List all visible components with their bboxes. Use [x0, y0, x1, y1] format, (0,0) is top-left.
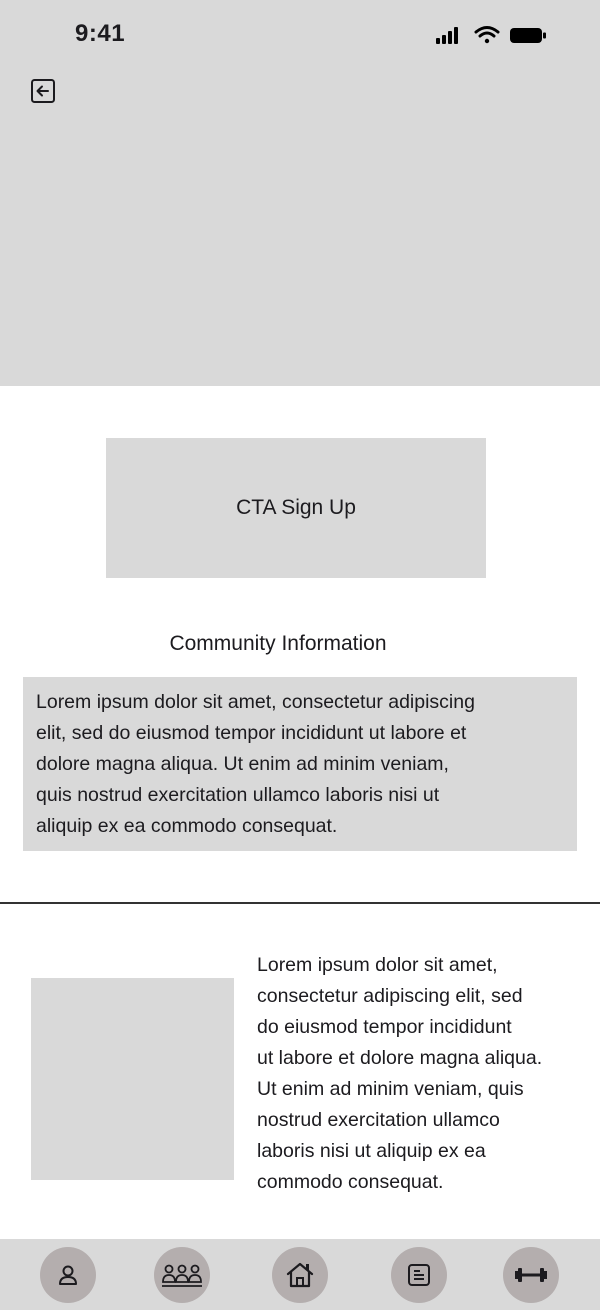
cta-sign-up-button[interactable]: CTA Sign Up [106, 438, 486, 578]
info-line: elit, sed do eiusmod tempor incididunt ut labore et [36, 722, 467, 744]
tab-community[interactable] [154, 1247, 210, 1303]
tab-fitness[interactable] [503, 1247, 559, 1303]
tab-notes[interactable] [391, 1247, 447, 1303]
feature-line: nostrud exercitation ullamco [257, 1109, 500, 1131]
tab-profile[interactable] [40, 1247, 96, 1303]
person-icon [55, 1262, 81, 1288]
battery-icon [510, 28, 546, 43]
feature-line: ut labore et dolore magna aliqua. [257, 1047, 543, 1069]
group-icon [161, 1262, 203, 1288]
signal-icon [436, 27, 458, 44]
info-line: dolore magna aliqua. Ut enim ad minim veniam, [36, 753, 449, 775]
community-info-title: Community Information [169, 632, 387, 655]
feature-line: commodo consequat. [257, 1171, 444, 1193]
community-info-box [23, 677, 577, 851]
wifi-icon [476, 28, 498, 44]
feature-text [257, 950, 597, 1198]
back-arrow-icon[interactable] [30, 78, 56, 104]
dumbbell-icon [513, 1265, 549, 1285]
home-icon [285, 1261, 315, 1289]
status-icons [436, 24, 548, 46]
info-line: quis nostrud exercitation ullamco laboris nisi ut [36, 784, 440, 806]
bottom-tab-bar [0, 1239, 600, 1310]
feature-line: laboris nisi ut aliquip ex ea [257, 1140, 486, 1162]
feature-line: Lorem ipsum dolor sit amet, [257, 954, 498, 976]
note-icon [406, 1262, 432, 1288]
feature-line: do eiusmod tempor incididunt [257, 1016, 512, 1038]
info-line: aliquip ex ea commodo consequat. [36, 815, 338, 837]
hero-image-placeholder [0, 0, 600, 386]
section-divider [0, 902, 600, 904]
tab-home[interactable] [272, 1247, 328, 1303]
status-time: 9:41 [75, 20, 126, 47]
info-line: Lorem ipsum dolor sit amet, consectetur adipiscing [36, 691, 475, 713]
feature-line: consectetur adipiscing elit, sed [257, 985, 523, 1007]
feature-line: Ut enim ad minim veniam, quis [257, 1078, 524, 1100]
feature-image-placeholder [31, 978, 234, 1180]
